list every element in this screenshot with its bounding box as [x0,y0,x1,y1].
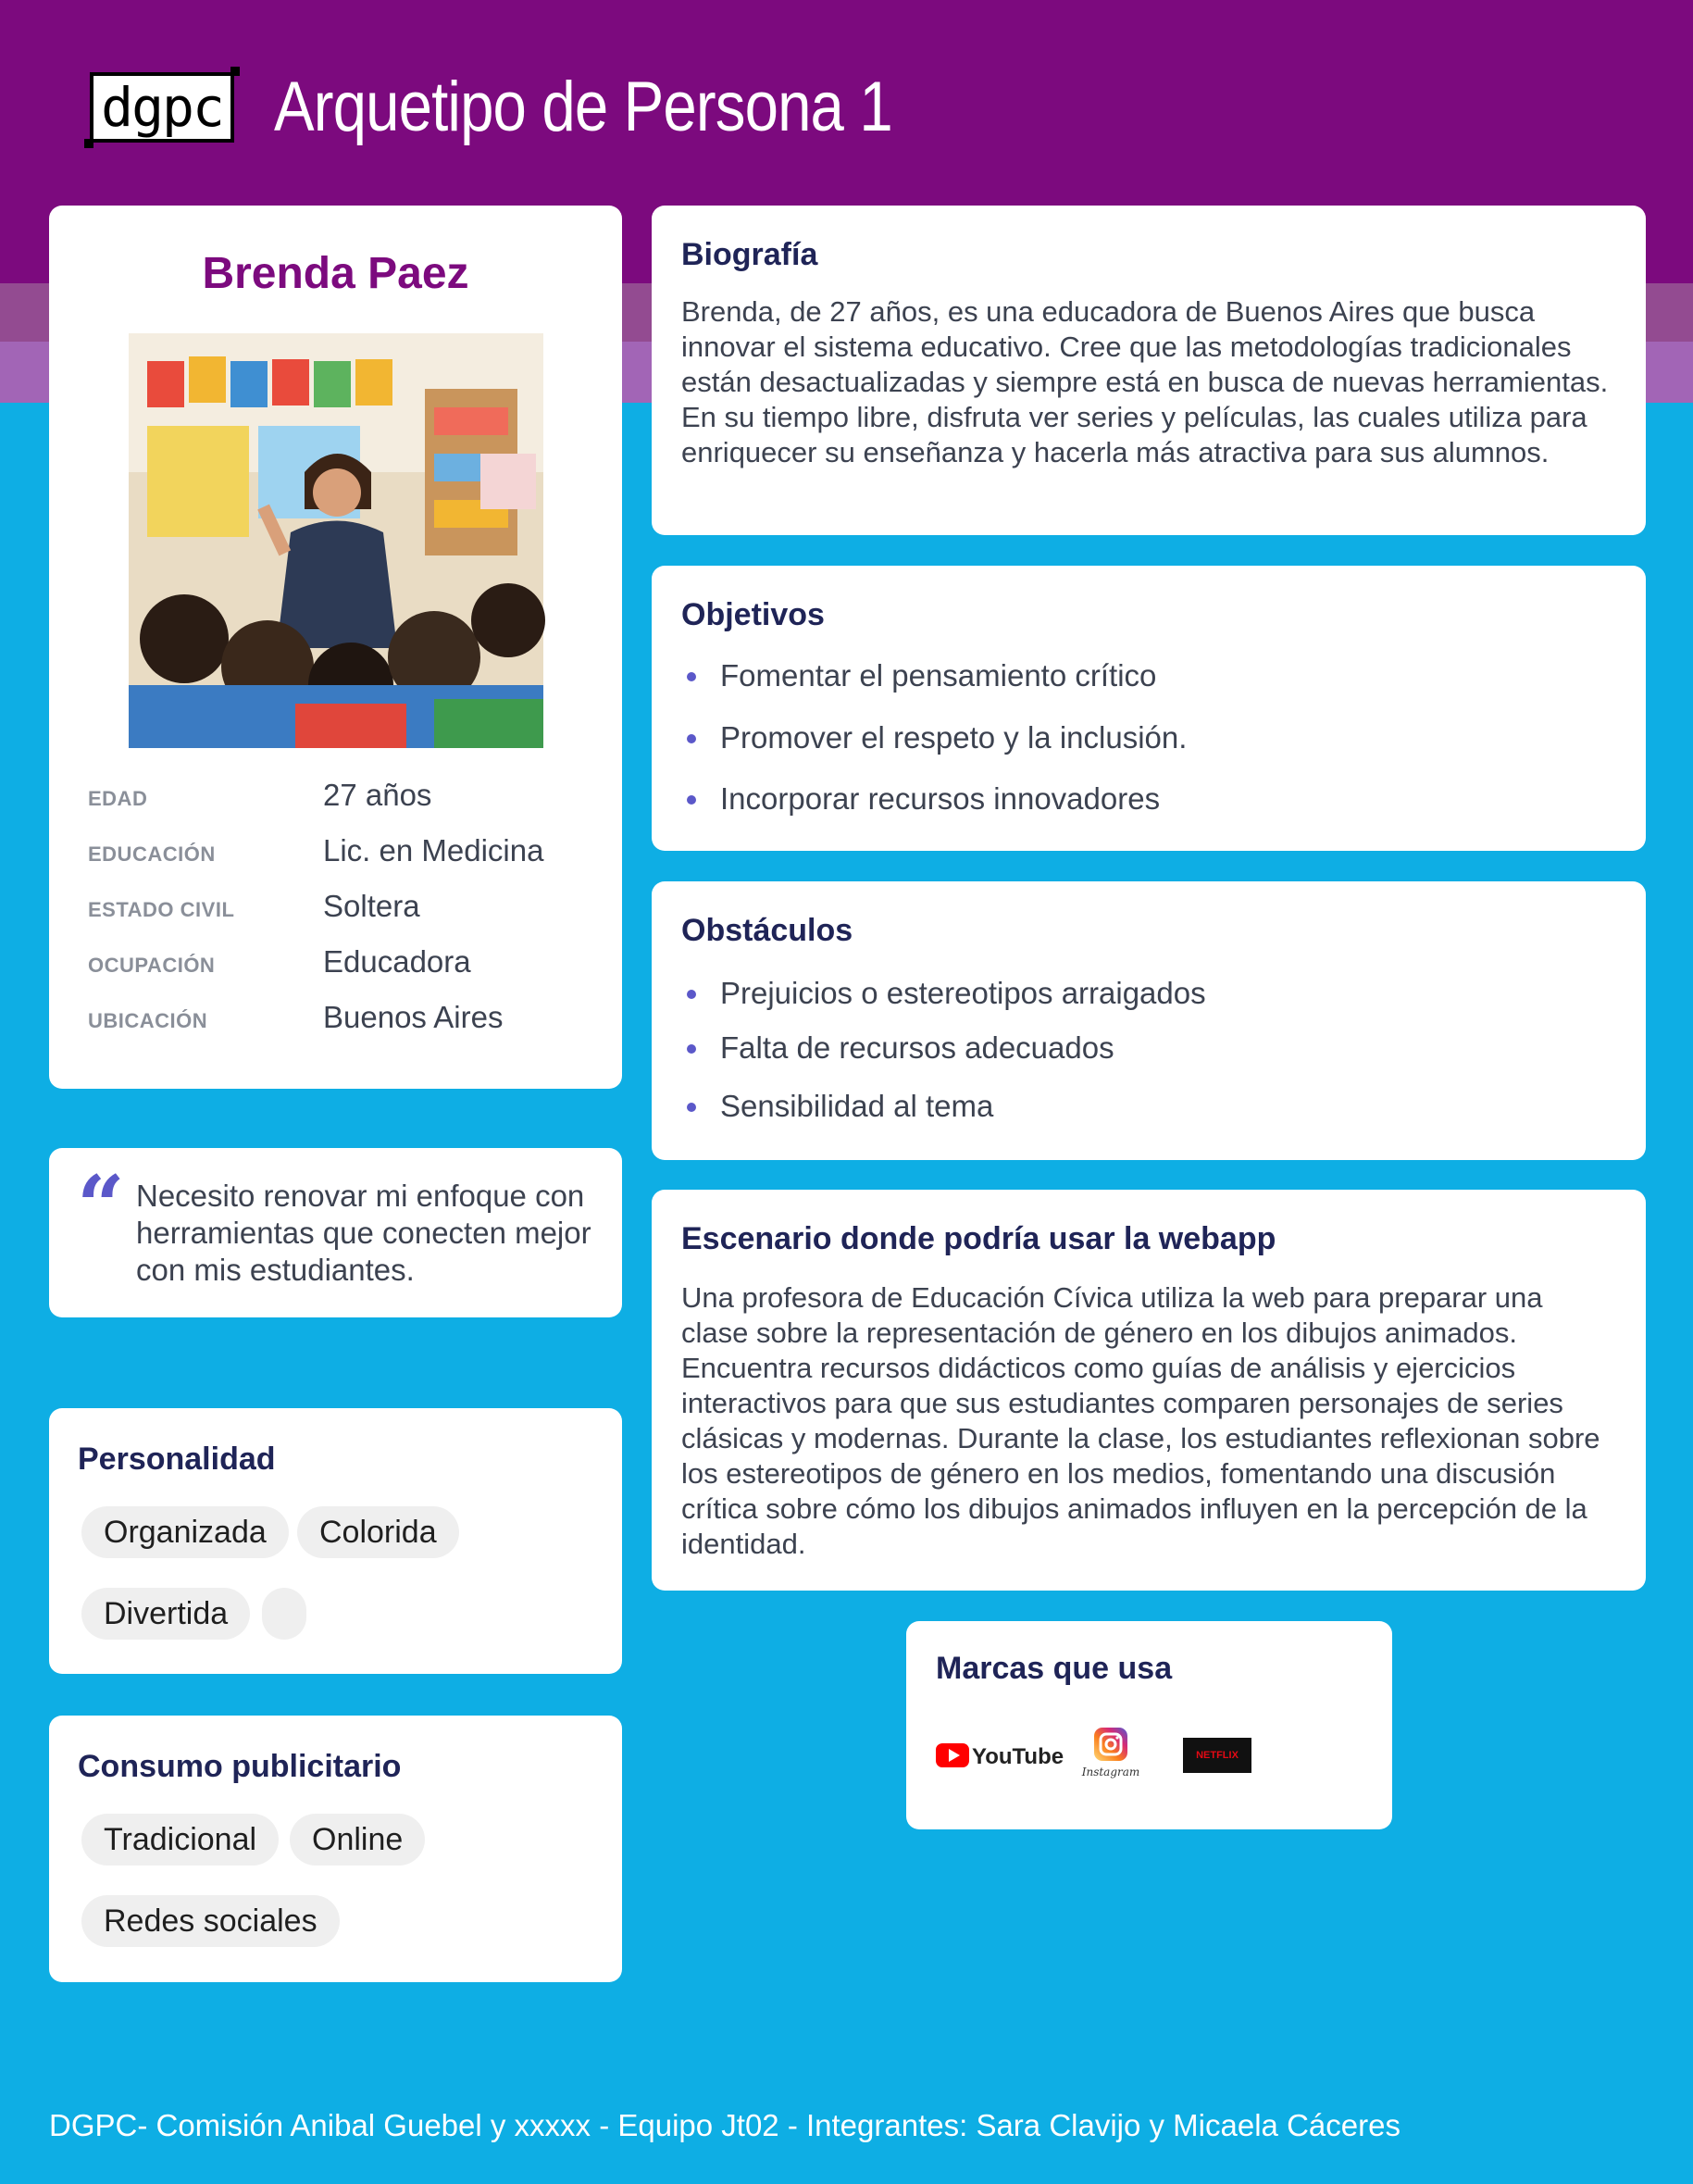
profile-label: EDUCACIÓN [88,842,216,866]
advertising-card [49,1716,622,1982]
list-item: Falta de recursos adecuados [681,1030,1114,1066]
youtube-label: YouTube [972,1744,1064,1769]
list-item: Sensibilidad al tema [681,1089,993,1124]
profile-row-occupation [88,944,606,981]
profile-row-marital-status [88,889,606,926]
tag: Online [290,1814,425,1866]
brands-card [906,1621,1392,1829]
footer-credits: DGPC- Comisión Anibal Guebel y xxxxx - Equipo Jt02 - Integrantes: Sara Clavijo y Micaela Cáceres [49,2108,1400,2142]
tag: Tradicional [81,1814,279,1866]
profile-label: UBICACIÓN [88,1009,208,1032]
biography-text: Brenda, de 27 años, es una educadora de Buenos Aires que busca innovar el sistema educativo. Cree que las metodologías tradicionales están desactualizadas y siempre está en busca de nuevas herramientas. En su tiempo libre, disfruta ver series y películas, las cuales utiliza para enriquecer su enseñanza y hacerla más atractiva para sus alumnos. [681,295,1609,468]
netflix-logo [1183,1738,1251,1778]
tag: Colorida [297,1506,459,1558]
biography-card [652,206,1646,535]
tag: Divertida [81,1588,250,1640]
list-item: Prejuicios o estereotipos arraigados [681,976,1206,1011]
obstacles-card [652,881,1646,1160]
personality-title: Personalidad [78,1441,276,1477]
instagram-logo [1081,1728,1140,1784]
quote-card [49,1148,622,1317]
persona-photo [129,333,543,748]
profile-row-age [88,778,606,815]
profile-value: Soltera [323,889,420,923]
quote-icon: “ [77,1157,125,1255]
profile-label: EDAD [88,787,148,810]
profile-row-education [88,833,606,870]
profile-row-location [88,1000,606,1037]
biography-title: Biografía [681,237,818,272]
tag: Organizada [81,1506,289,1558]
brands-title: Marcas que usa [936,1651,1173,1686]
list-item: Incorporar recursos innovadores [681,781,1160,817]
goals-card [652,566,1646,851]
youtube-logo [936,1740,1064,1776]
page-title: Arquetipo de Persona 1 [274,68,892,146]
netflix-label: NETFLIX [1196,1750,1239,1761]
profile-label: ESTADO CIVIL [88,898,235,921]
profile-card [49,206,622,1089]
list-item: Promover el respeto y la inclusión. [681,720,1187,755]
instagram-label: Instagram [1081,1766,1140,1778]
profile-value: Lic. en Medicina [323,833,544,867]
list-item: Fomentar el pensamiento crítico [681,658,1156,693]
scenario-title: Escenario donde podría usar la webapp [681,1221,1276,1256]
teacher-classroom-photo [129,333,543,748]
obstacles-title: Obstáculos [681,913,853,948]
scenario-text: Una profesora de Educación Cívica utiliza la web para preparar una clase sobre la representación de género en los dibujos animados. Encuentra recursos didácticos como guías de análisis y ejercicios interactivos para que sus estudiantes comparen personajes de series clásicas y modernas. Durante la clase, los estudiantes reflexionan sobre los estereotipos de género en los medios, fomentando una discusión crítica sobre cómo los dibujos animados influyen en la percepción de la identidad. [681,1281,1600,1560]
quote-text: Necesito renovar mi enfoque con herramientas que conecten mejor con mis estudiantes. [136,1179,591,1287]
profile-label: OCUPACIÓN [88,954,216,977]
profile-value: Educadora [323,944,471,979]
scenario-card [652,1190,1646,1591]
profile-value: Buenos Aires [323,1000,504,1034]
dgpc-logo: dgpc [90,72,234,143]
tag: Redes sociales [81,1895,340,1947]
tag-empty [262,1588,306,1640]
profile-value: 27 años [323,778,432,812]
advertising-title: Consumo publicitario [78,1749,402,1784]
personality-card [49,1408,622,1674]
persona-name: Brenda Paez [202,249,469,298]
goals-title: Objetivos [681,597,825,632]
